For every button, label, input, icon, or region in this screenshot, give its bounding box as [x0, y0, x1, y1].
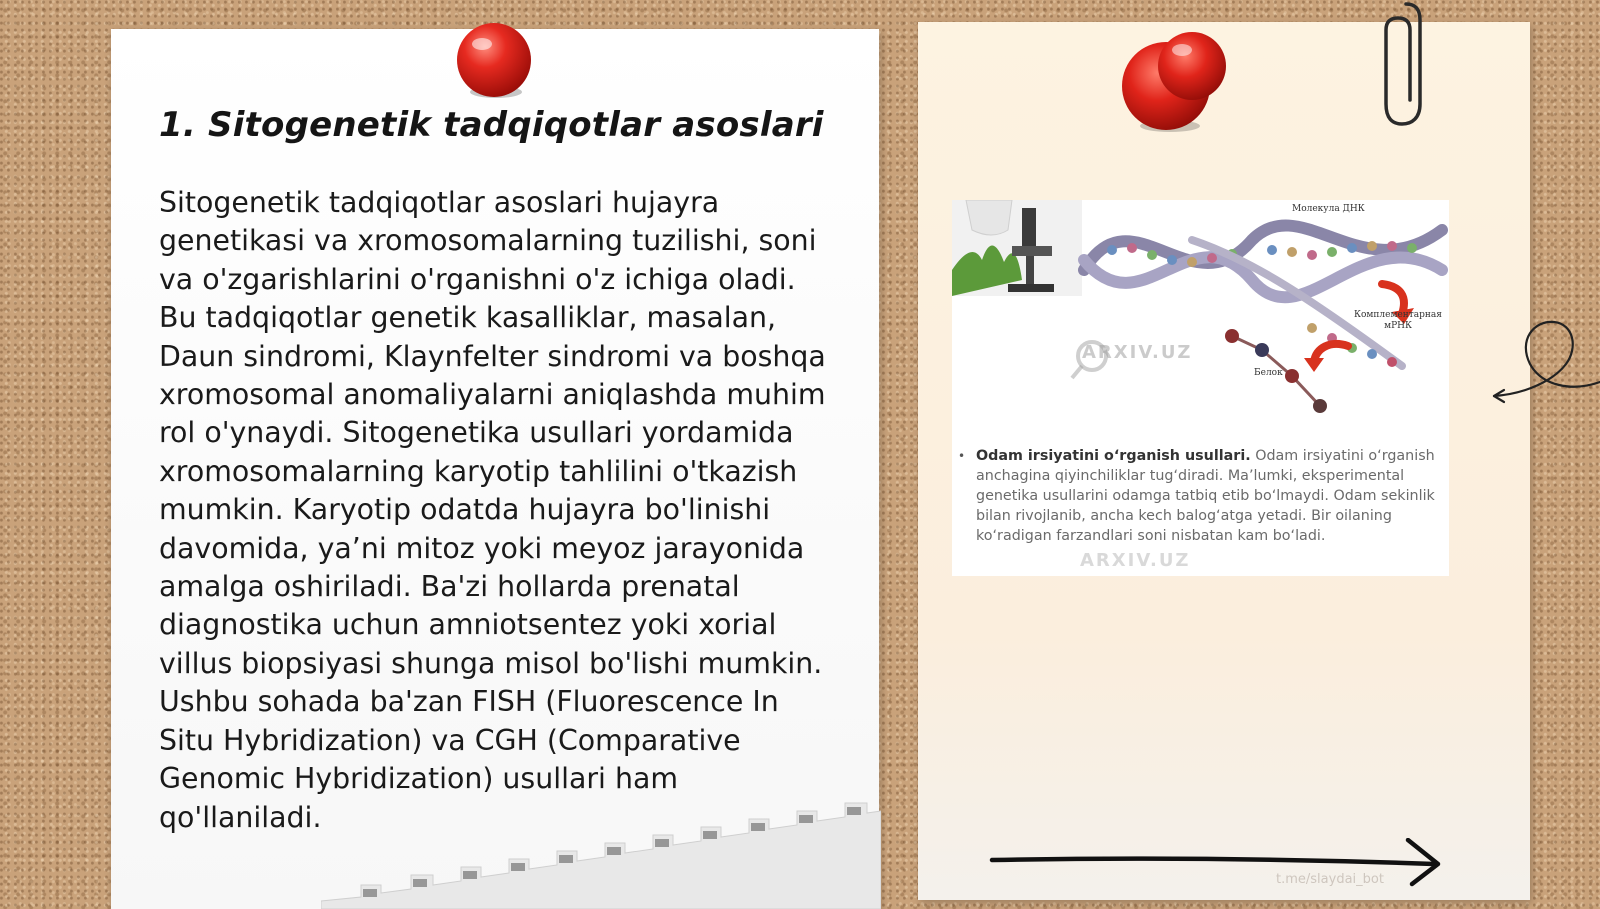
dna-molecule-label: Молекула ДНК	[1292, 204, 1365, 214]
push-pin-icon	[1118, 28, 1236, 136]
bullet-icon: •	[958, 449, 966, 463]
slide-title: 1. Sitogenetik tadqiqotlar asoslari	[159, 105, 824, 145]
watermark-text: ARXIV.UZ	[1082, 342, 1193, 363]
dna-figure-card	[952, 200, 1449, 576]
paper-clip-icon	[1384, 0, 1424, 128]
protein-label: Белок	[1254, 368, 1283, 378]
scribble-loop-icon	[1482, 312, 1600, 412]
push-pin-icon	[450, 20, 538, 102]
figure-caption	[958, 446, 1438, 546]
mrna-label: Комплементарная мРНК	[1354, 310, 1442, 331]
caption-text: Odam irsiyatini o‘rganish anchagina qiyinchiliklar tug‘diradi. Ma’lumki, eksperimental genetika usullarini odamga tatbiq etib bo‘lmaydi. Odam sekinlik bilan rivojlanib, ancha kech balog‘atga yetadi. Bir oilaning ko‘radigan farzandlari soni nisbatan kam bo‘ladi.	[976, 448, 1435, 544]
watermark-text-secondary: ARXIV.UZ	[1080, 550, 1191, 571]
slide-body-text: Sitogenetik tadqiqotlar asoslari hujayra genetikasi va xromosomalarning tuzilishi, soni va o'zgarishlarini o'rganishni o'z ichiga oladi. Bu tadqiqotlar genetik kasalliklar, masalan, Daun sindromi, Klaynfelter sindromi va boshqa xromosomal anomaliyalarni aniqlashda muhim rol o'ynaydi. Sitogenetika usullari yordamida xromosomalarning karyotip tahlilini o'tkazish mumkin. Karyotip odatda hujayra bo'linishi davomida, ya’ni mitoz yoki meyoz jarayonida amalga oshiriladi. Ba'zi hollarda prenatal diagnostika uchun amniotsentez yoki xorial villus biopsiyasi shunga misol bo'lishi mumkin. Ushbu sohada ba'zan FISH (Fluorescence In Situ Hybridization) va CGH (Comparative Genomic Hybridization) usullari ham qo'llaniladi.	[159, 186, 826, 834]
telegram-handle: t.me/slaydai_bot	[1276, 872, 1384, 887]
caption-title: Odam irsiyatini o‘rganish usullari.	[976, 448, 1251, 464]
right-paper-note	[918, 22, 1530, 900]
left-paper-note	[111, 29, 879, 909]
